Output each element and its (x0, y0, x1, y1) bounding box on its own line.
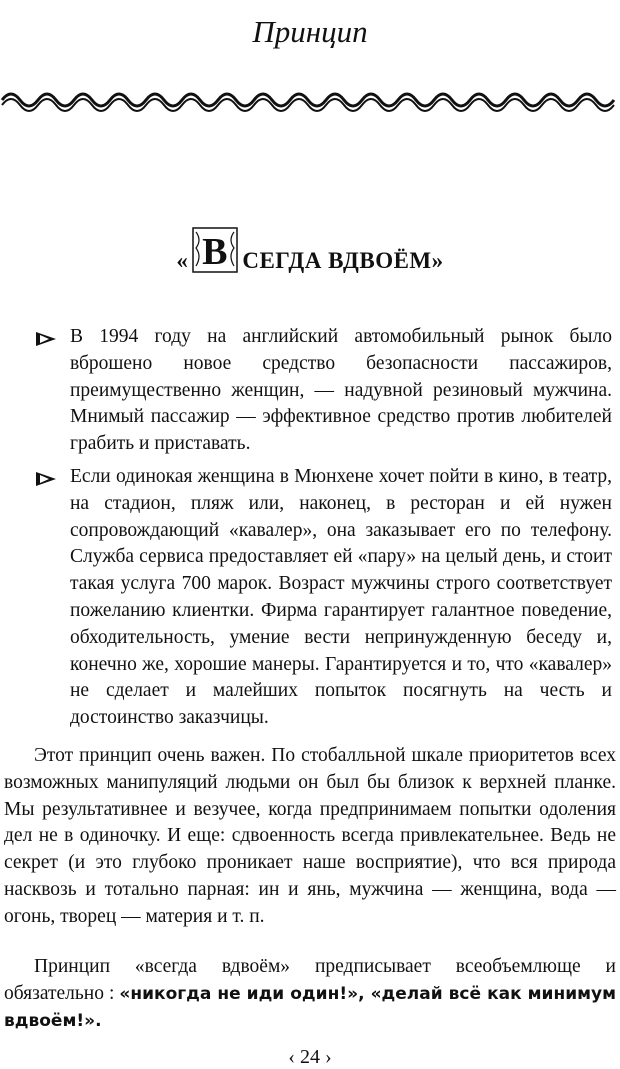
dropcap-letter: В (202, 231, 229, 273)
title-quote-close: » (431, 248, 444, 273)
page-header-title: Принцип (252, 14, 368, 49)
arrow-bullet-icon (34, 330, 58, 348)
list-item (30, 464, 612, 732)
wave-divider (0, 86, 620, 114)
bullet-text: Если одинокая женщина в Мюнхене хочет пойти в кино, в театр, на стадион, пляж или, наконец, в ресторан и ей нужен сопровождающий «кавалер», она заказывает его по телефону. Служба сервиса предоставляет ей «пару» на целый день, и стоит такая услуга 700 марок. Возраст мужчины строго соответствует пожеланию клиентки. Фирма гарантирует галантное поведение, обходительность, умение вести непринужденную беседу и, конечно же, хорошие манеры. Гарантируется и то, что «кавалер» не сделает и малейших попыток посягнуть на честь и достоинство заказчицы. (70, 465, 612, 729)
emphasis-text: «делай всё как минимум вдвоём!» (4, 983, 616, 1031)
body-paragraph-conclusion (4, 954, 616, 1034)
bullet-list (30, 324, 612, 738)
paragraph-text: Принцип «всегда вдвоём» предписывает всеобъемлюще и обязательно : (4, 956, 616, 1004)
list-item (30, 324, 612, 458)
body-paragraph: Этот принцип очень важен. По стобалльной шкале приоритетов всех возможных манипуляций людьми он был бы близок к верхней планке. Мы результативнее и везучее, когда предпринимаем попытки одоления дел не в одиночку. И еще: сдвоенность всегда привлекательнее. Ведь не секрет (и это глубоко проникает наше восприятие), что вся природа насквозь и тотально парная: ин и янь, мужчина — женщина, вода — огонь, творец — материя и т. п. (4, 745, 616, 927)
end-punctuation: . (95, 1010, 102, 1031)
section-title (0, 226, 620, 274)
ornamental-dropcap (190, 226, 240, 274)
title-text: СЕГДА ВДВОЁМ (242, 248, 432, 273)
arrow-bullet-icon (34, 470, 58, 488)
separator-text: , (358, 983, 371, 1004)
bullet-text: В 1994 году на английский автомобильный рынок было вброшено новое средство безопасности пассажиров, преимущественно женщин, — надувной резиновый мужчина. Мнимый пассажир — эффективное средство против любителей грабить и приставать. (70, 326, 612, 455)
emphasis-text: «никогда не иди один!» (119, 983, 359, 1004)
page-number: ‹ 24 › (288, 1046, 332, 1068)
title-quote-open: « (176, 248, 189, 273)
